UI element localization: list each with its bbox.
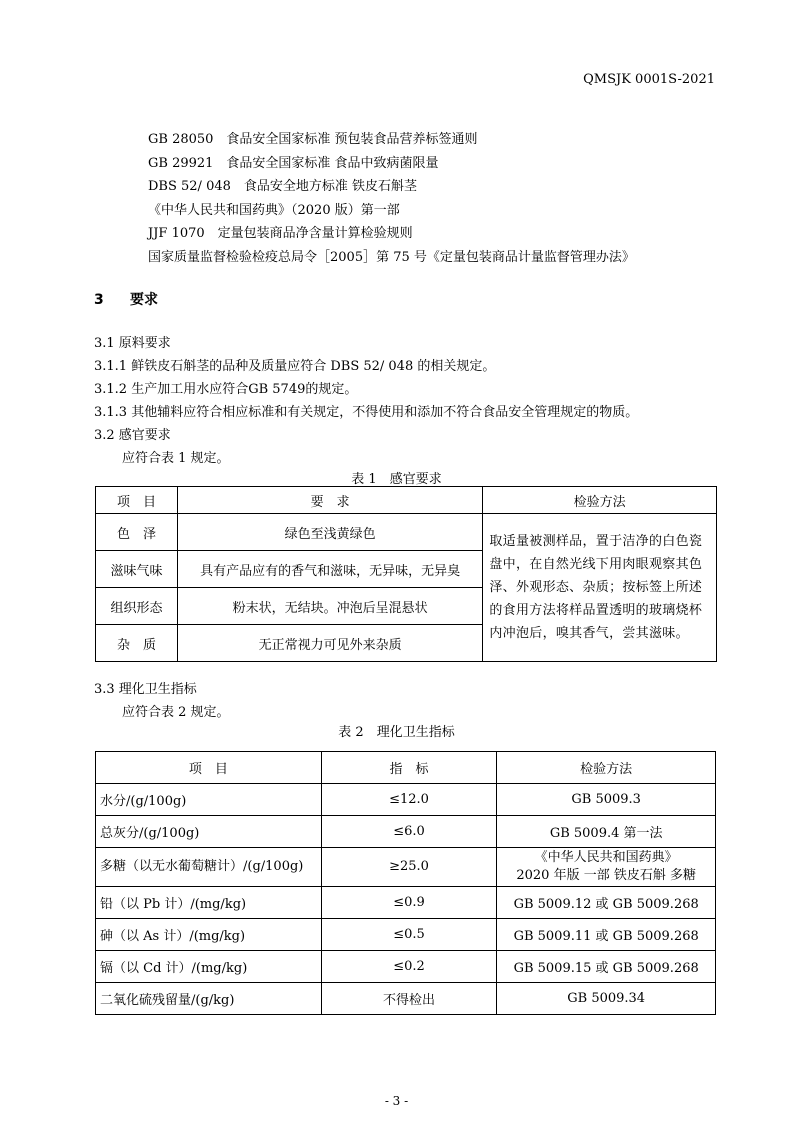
table-cell bbox=[497, 848, 716, 887]
clause-line: 3.1.3 其他辅料应符合相应标准和有关规定，不得使用和添加不符合食品安全管理规定的物质。 bbox=[94, 405, 639, 420]
table-row bbox=[96, 784, 716, 816]
reference-list bbox=[148, 128, 635, 269]
table-header: 指 标 bbox=[321, 752, 497, 784]
table-header: 检验方法 bbox=[497, 752, 716, 784]
section-number: 3 bbox=[94, 292, 104, 308]
table-cell: GB 5009.4 第一法 bbox=[497, 816, 716, 848]
table-row bbox=[96, 514, 717, 551]
table-cell: 组织形态 bbox=[96, 588, 178, 625]
table2-caption: 表 2 理化卫生指标 bbox=[338, 725, 455, 740]
clause-line: 3.2 感官要求 bbox=[94, 428, 171, 443]
section-title: 要求 bbox=[130, 292, 158, 308]
table-cell: 滋味气味 bbox=[96, 551, 178, 588]
table-cell: 杂 质 bbox=[96, 625, 178, 662]
table-cell: GB 5009.34 bbox=[497, 983, 716, 1015]
table-cell: ≤0.2 bbox=[321, 951, 497, 983]
physicochemical-table bbox=[95, 751, 716, 1015]
table-cell: ≤0.5 bbox=[321, 919, 497, 951]
table-cell: 具有产品应有的香气和滋味，无异味，无异臭 bbox=[177, 551, 482, 588]
table1-caption: 表 1 感官要求 bbox=[351, 472, 442, 487]
page-number: - 3 - bbox=[384, 1094, 409, 1108]
table-row bbox=[96, 919, 716, 951]
table-row bbox=[96, 951, 716, 983]
clause-line: 3.1 原料要求 bbox=[94, 336, 171, 351]
table-header: 要 求 bbox=[177, 487, 482, 514]
requirements-text bbox=[94, 332, 638, 470]
table-header: 检验方法 bbox=[483, 487, 717, 514]
reference-item: GB 28050 食品安全国家标准 预包装食品营养标签通则 bbox=[148, 132, 478, 147]
table-cell: 粉末状，无结块。冲泡后呈混悬状 bbox=[177, 588, 482, 625]
document-id: QMSJK 0001S-2021 bbox=[583, 72, 715, 87]
clause-line: 3.1.1 鲜铁皮石斛茎的品种及质量应符合 DBS 52/ 048 的相关规定。 bbox=[94, 359, 496, 374]
table-cell: 二氧化硫残留量/(g/kg) bbox=[96, 983, 322, 1015]
table-cell: GB 5009.15 或 GB 5009.268 bbox=[497, 951, 716, 983]
table-cell: 砷（以 As 计）/(mg/kg) bbox=[96, 919, 322, 951]
table-cell: 水分/(g/100g) bbox=[96, 784, 322, 816]
method-line: 2020 年版 一部 铁皮石斛 多糖 bbox=[516, 868, 696, 883]
table-cell: 绿色至浅黄绿色 bbox=[177, 514, 482, 551]
section-3-3-text bbox=[94, 678, 230, 724]
table-cell: 多糖（以无水葡萄糖计）/(g/100g) bbox=[96, 848, 322, 887]
clause-line: 应符合表 1 规定。 bbox=[122, 451, 230, 466]
table-header: 项 目 bbox=[96, 752, 322, 784]
table-cell: 总灰分/(g/100g) bbox=[96, 816, 322, 848]
table-cell: GB 5009.3 bbox=[497, 784, 716, 816]
table-cell: ≥25.0 bbox=[321, 848, 497, 887]
table-cell: 无正常视力可见外来杂质 bbox=[177, 625, 482, 662]
table-cell: 不得检出 bbox=[321, 983, 497, 1015]
table-header: 项 目 bbox=[96, 487, 178, 514]
inspection-method-cell: 取适量被测样品，置于洁净的白色瓷盘中，在自然光线下用肉眼观察其色泽、外观形态、杂质；按标签上所述的食用方法将样品置透明的玻璃烧杯内冲泡后，嗅其香气，尝其滋味。 bbox=[483, 514, 717, 662]
clause-line: 3.1.2 生产加工用水应符合GB 5749的规定。 bbox=[94, 382, 358, 397]
table-cell: 色 泽 bbox=[96, 514, 178, 551]
clause-line: 3.3 理化卫生指标 bbox=[94, 682, 197, 697]
sensory-requirements-table bbox=[95, 486, 717, 662]
table-row bbox=[96, 816, 716, 848]
method-line: 《中华人民共和国药典》 bbox=[534, 850, 678, 865]
table-cell: GB 5009.12 或 GB 5009.268 bbox=[497, 887, 716, 919]
table-row bbox=[96, 983, 716, 1015]
section-heading bbox=[94, 289, 158, 309]
reference-item: DBS 52/ 048 食品安全地方标准 铁皮石斛茎 bbox=[148, 179, 418, 194]
clause-line: 应符合表 2 规定。 bbox=[122, 705, 230, 720]
reference-item: GB 29921 食品安全国家标准 食品中致病菌限量 bbox=[148, 155, 439, 171]
reference-item: JJF 1070 定量包装商品净含量计算检验规则 bbox=[148, 226, 413, 241]
table-cell: 镉（以 Cd 计）/(mg/kg) bbox=[96, 951, 322, 983]
table-cell: GB 5009.11 或 GB 5009.268 bbox=[497, 919, 716, 951]
reference-item: 国家质量监督检验检疫总局令［2005］第 75 号《定量包装商品计量监督管理办法》 bbox=[148, 249, 635, 265]
table-cell: ≤6.0 bbox=[321, 816, 497, 848]
table-cell: ≤12.0 bbox=[321, 784, 497, 816]
table-row bbox=[96, 848, 716, 887]
reference-item: 《中华人民共和国药典》（2020 版）第一部 bbox=[148, 202, 400, 218]
table-cell: 铅（以 Pb 计）/(mg/kg) bbox=[96, 887, 322, 919]
table-cell: ≤0.9 bbox=[321, 887, 497, 919]
table-row bbox=[96, 887, 716, 919]
